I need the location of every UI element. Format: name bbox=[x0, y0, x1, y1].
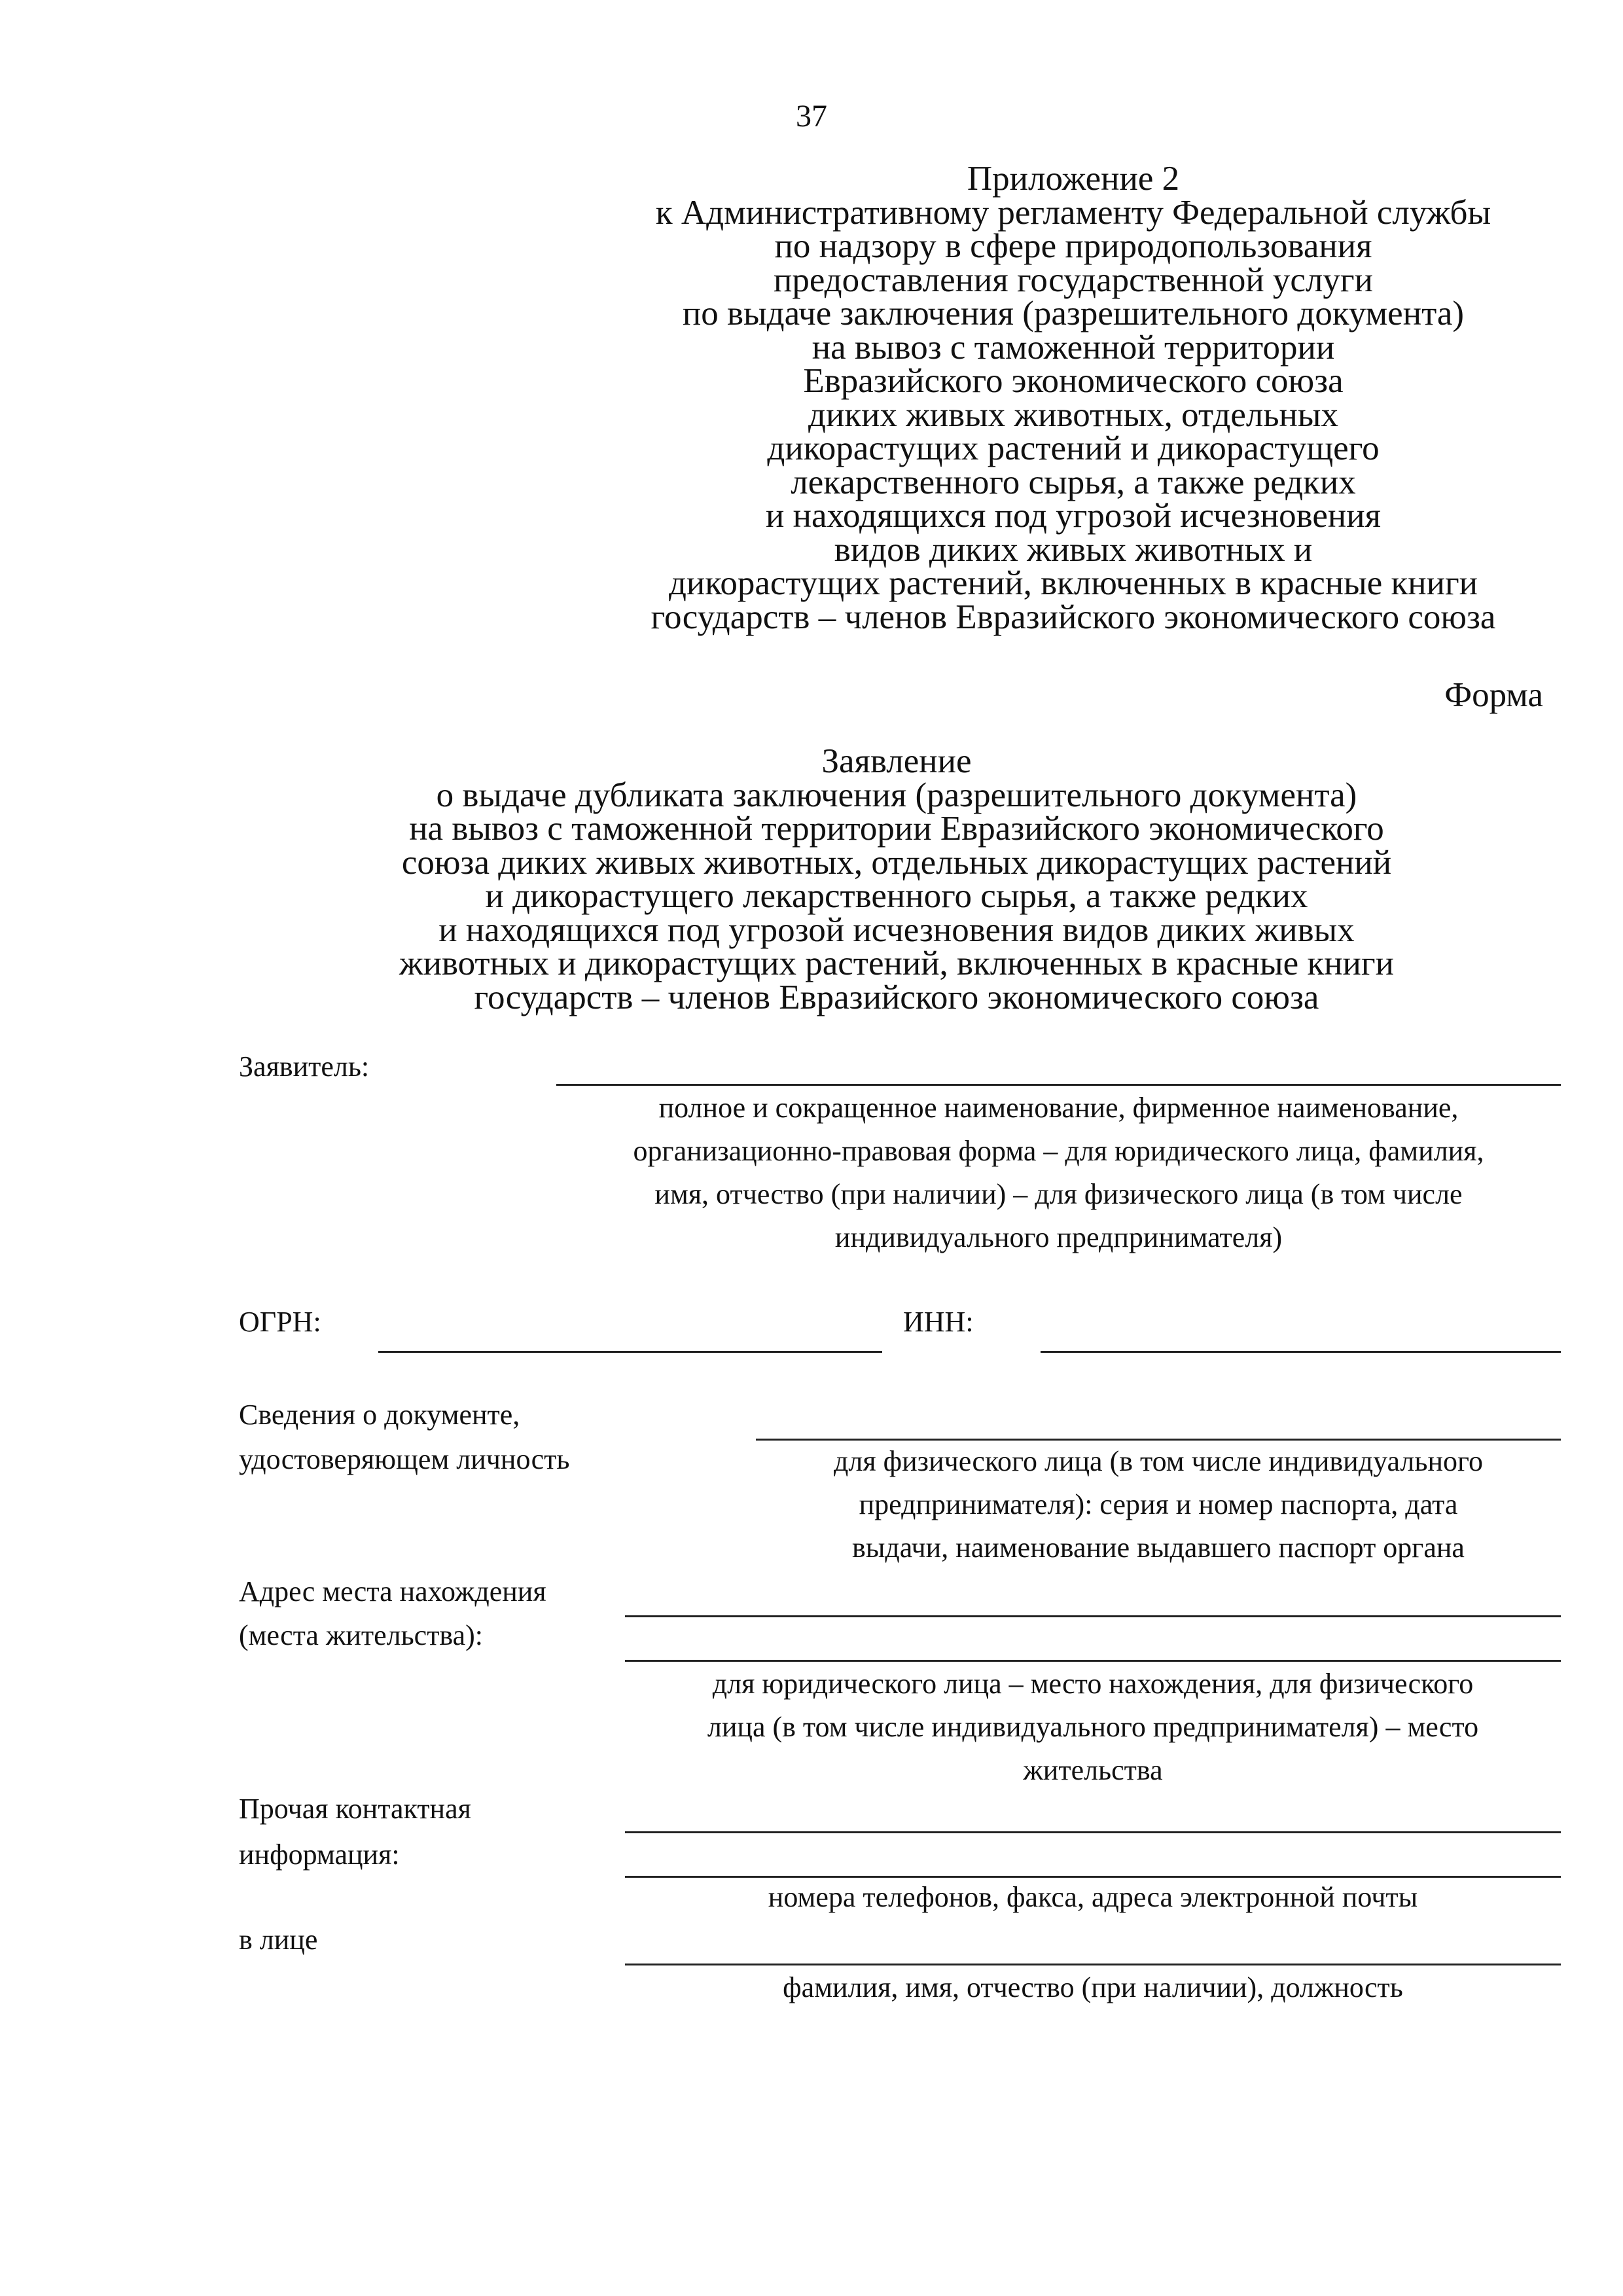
appendix-line: государств – членов Евразийского экономического союза bbox=[651, 598, 1496, 636]
appendix-line: к Административному регламенту Федеральной службы bbox=[655, 193, 1491, 232]
id-document-label: удостоверяющем личность bbox=[239, 1443, 570, 1475]
address-hint bbox=[625, 1662, 1561, 1792]
hint-line: имя, отчество (при наличии) – для физического лица (в том числе bbox=[654, 1178, 1463, 1210]
address-field[interactable] bbox=[625, 1615, 1561, 1617]
title-line: и находящихся под угрозой исчезновения видов диких живых bbox=[438, 910, 1355, 949]
applicant-label: Заявитель: bbox=[239, 1050, 370, 1083]
contacts-label: информация: bbox=[239, 1839, 400, 1871]
appendix-line: на вывоз с таможенной территории bbox=[812, 328, 1335, 367]
representative-field[interactable] bbox=[625, 1964, 1561, 1965]
id-document-label: Сведения о документе, bbox=[239, 1399, 520, 1431]
appendix-line: диких живых животных, отдельных bbox=[808, 395, 1338, 434]
ogrn-label: ОГРН: bbox=[239, 1306, 321, 1338]
address-label: (места жительства): bbox=[239, 1619, 484, 1651]
appendix-line: по выдаче заключения (разрешительного документа) bbox=[682, 295, 1465, 332]
appendix-line: видов диких живых животных и bbox=[834, 530, 1313, 569]
title-line: союза диких живых животных, отдельных дикорастущих растений bbox=[401, 843, 1392, 882]
id-document-hint bbox=[756, 1440, 1561, 1570]
hint-line: полное и сокращенное наименование, фирменное наименование, bbox=[658, 1092, 1459, 1124]
appendix-line: Евразийского экономического союза bbox=[803, 362, 1344, 400]
document-title bbox=[249, 742, 1544, 1016]
appendix-line: и находящихся под угрозой исчезновения bbox=[766, 497, 1381, 535]
title-line: государств – членов Евразийского экономического союза bbox=[474, 978, 1319, 1016]
address-label: Адрес места нахождения bbox=[239, 1575, 546, 1607]
form-label: Форма bbox=[1444, 676, 1543, 714]
hint-line: для юридического лица – место нахождения, для физического bbox=[712, 1668, 1474, 1700]
appendix-line: дикорастущих растений и дикорастущего bbox=[767, 429, 1380, 467]
appendix-line: дикорастущих растений, включенных в красные книги bbox=[668, 564, 1478, 602]
title-line: о выдаче дубликата заключения (разрешительного документа) bbox=[436, 776, 1357, 814]
contacts-label: Прочая контактная bbox=[239, 1793, 471, 1825]
hint-line: предпринимателя): серия и номер паспорта, дата bbox=[859, 1488, 1458, 1520]
page-number: 37 bbox=[796, 99, 827, 134]
appendix-line: лекарственного сырья, а также редких bbox=[791, 463, 1356, 501]
contacts-field[interactable] bbox=[625, 1831, 1561, 1833]
appendix-line: по надзору в сфере природопользования bbox=[774, 227, 1372, 265]
appendix-line: предоставления государственной услуги bbox=[773, 260, 1374, 299]
hint-line: индивидуального предпринимателя) bbox=[834, 1221, 1283, 1253]
title-line: и дикорастущего лекарственного сырья, а также редких bbox=[485, 877, 1308, 915]
address-field[interactable] bbox=[625, 1660, 1561, 1662]
hint-line: для физического лица (в том числе индивидуального bbox=[834, 1445, 1483, 1477]
hint-line: фамилия, имя, отчество (при наличии), должность bbox=[783, 1971, 1403, 2003]
title-line: Заявление bbox=[821, 742, 972, 780]
title-line: на вывоз с таможенной территории Евразийского экономического bbox=[409, 810, 1384, 848]
inn-field[interactable] bbox=[1041, 1351, 1561, 1353]
hint-line: лица (в том числе индивидуального предпринимателя) – место bbox=[707, 1711, 1479, 1743]
hint-line: выдачи, наименование выдавшего паспорт органа bbox=[852, 1532, 1465, 1564]
hint-line: жительства bbox=[1023, 1754, 1163, 1786]
hint-line: номера телефонов, факса, адреса электронной почты bbox=[768, 1881, 1418, 1913]
applicant-hint bbox=[556, 1086, 1561, 1259]
contacts-hint bbox=[625, 1876, 1561, 1919]
appendix-header bbox=[609, 162, 1538, 634]
appendix-line: Приложение 2 bbox=[967, 160, 1180, 198]
hint-line: организационно-правовая форма – для юридического лица, фамилия, bbox=[633, 1135, 1484, 1167]
title-line: животных и дикорастущих растений, включенных в красные книги bbox=[399, 944, 1395, 982]
inn-label: ИНН: bbox=[903, 1306, 974, 1338]
applicant-field[interactable] bbox=[556, 1084, 1561, 1086]
representative-label: в лице bbox=[239, 1924, 318, 1956]
representative-hint bbox=[625, 1966, 1561, 2009]
ogrn-field[interactable] bbox=[378, 1351, 882, 1353]
